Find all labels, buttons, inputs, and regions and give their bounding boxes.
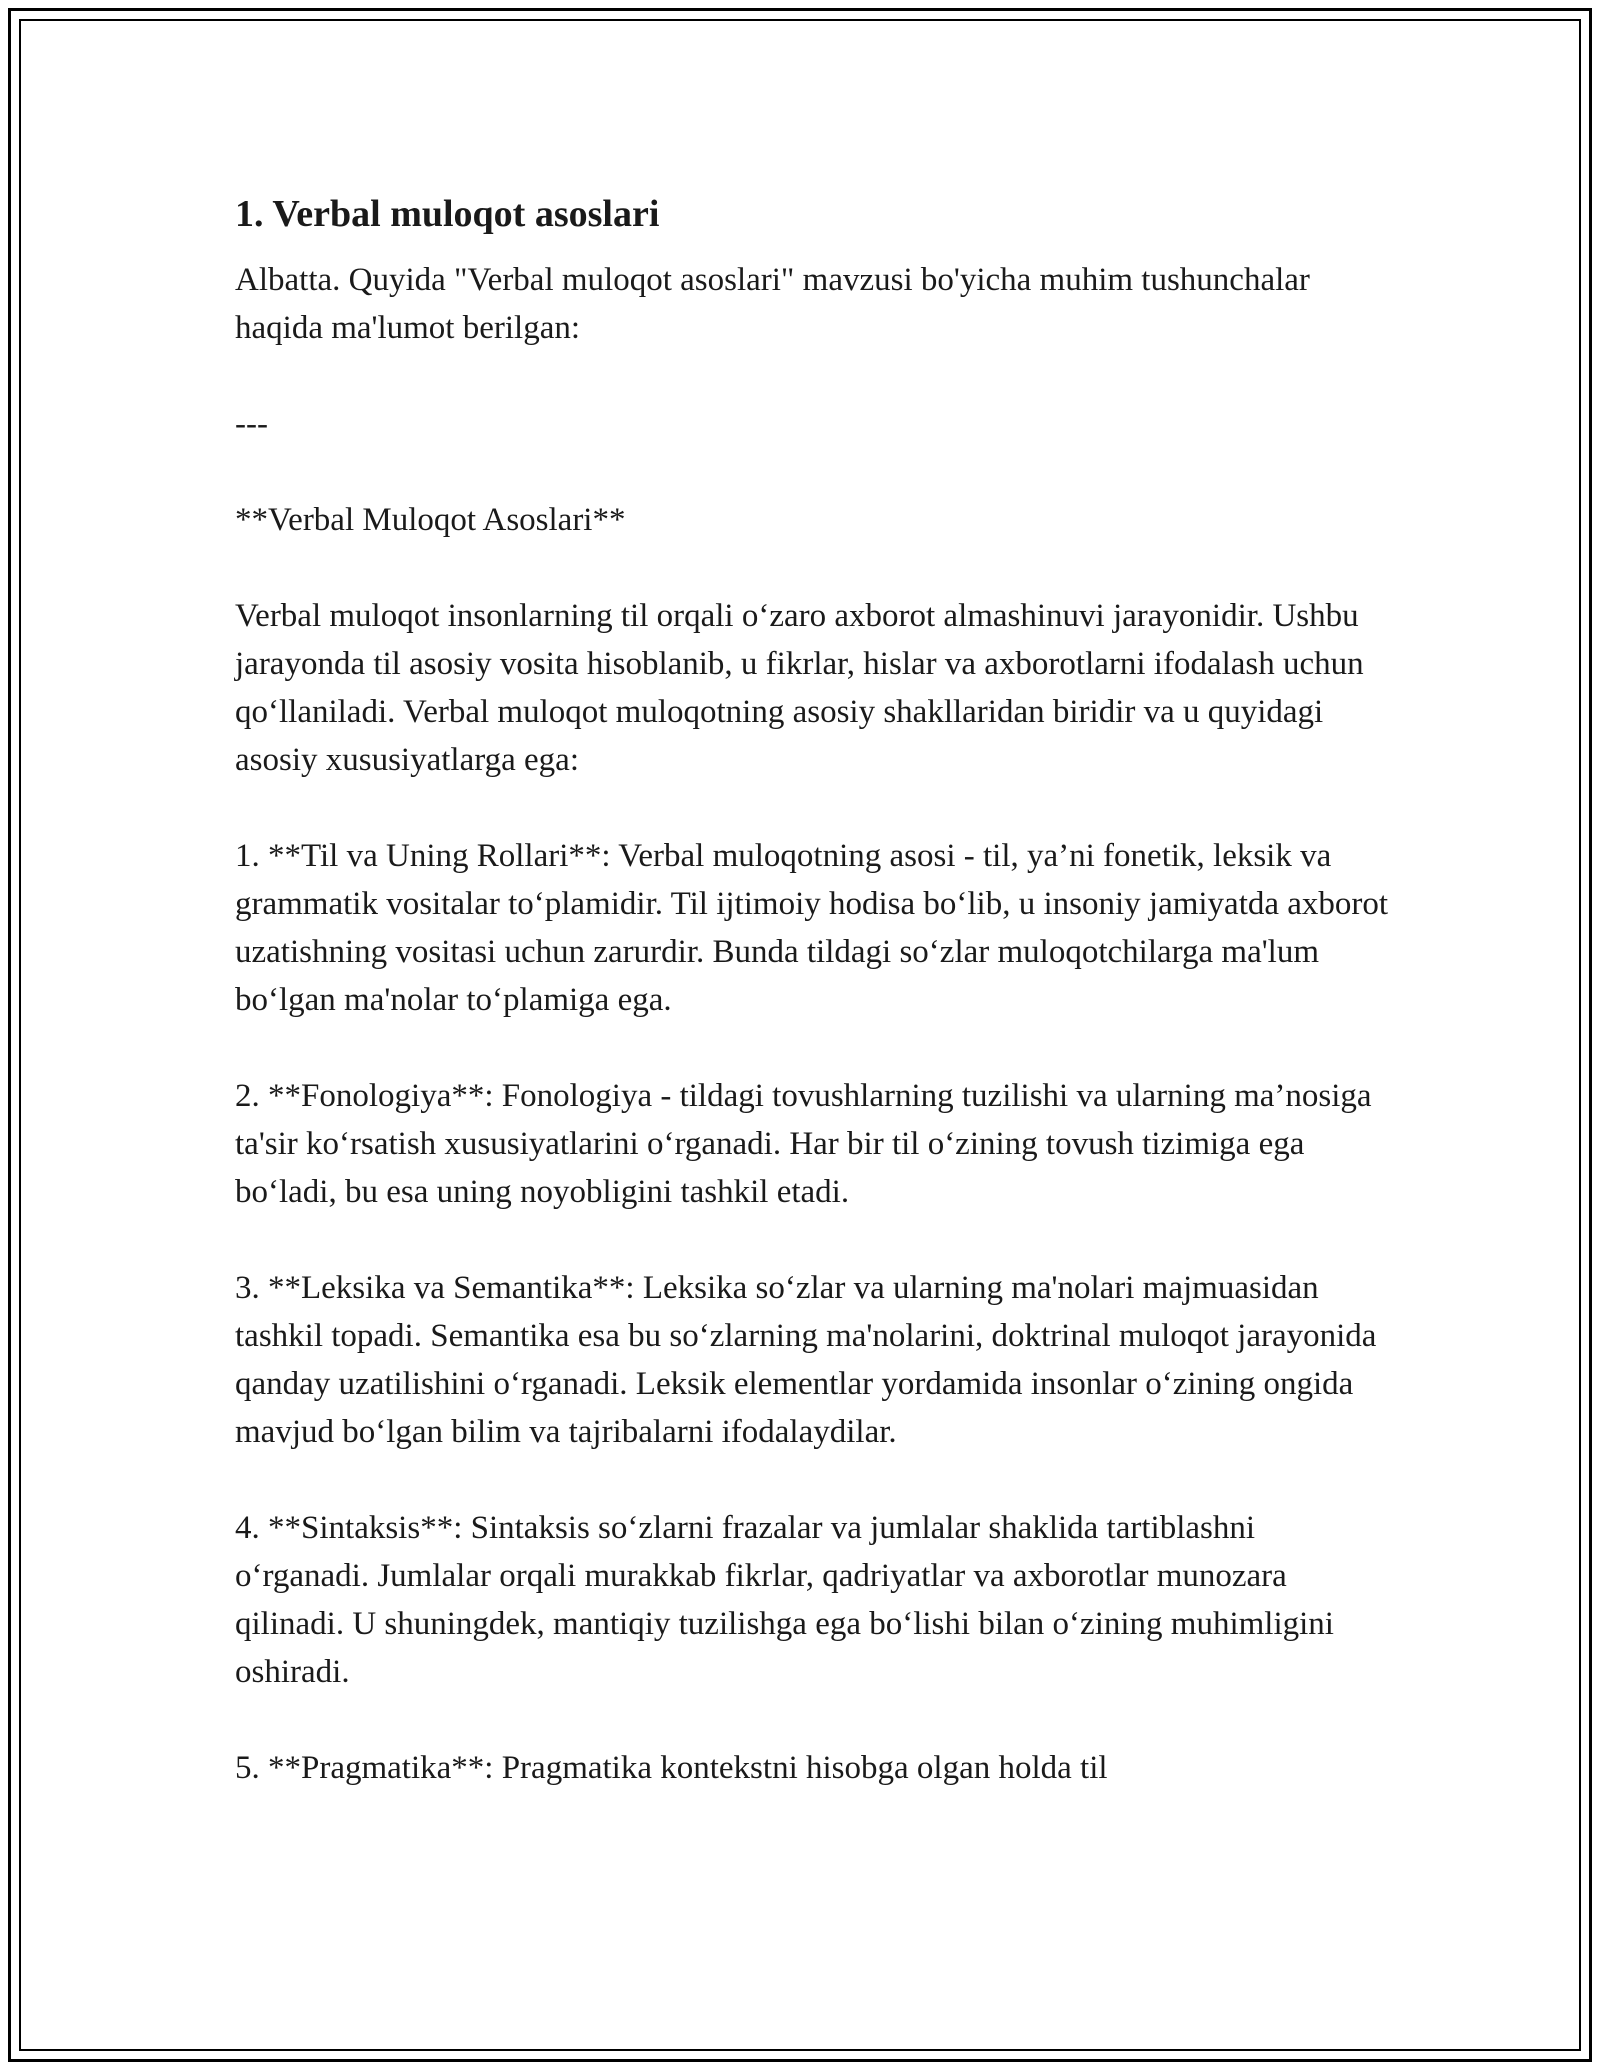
section-title-text: **Verbal Muloqot Asoslari** xyxy=(235,502,626,538)
separator-text: --- xyxy=(235,406,268,442)
list-item-til: 1. **Til va Uning Rollari**: Verbal muloqotning asosi - til, ya’ni fonetik, leksik va grammatik vositalar toʻplamidir. Til ijtimoiy hodisa boʻlib, u insoniy jamiyatda axborot uzatishning vositasi uchun zarurdir. Bunda tildagi soʻzlar muloqotchilarga ma'lum boʻlgan ma'nolar toʻplamiga ega. xyxy=(235,838,1389,1018)
intro-paragraph: Albatta. Quyida "Verbal muloqot asoslari" mavzusi bo'yicha muhim tushunchalar haqida ma'lumot berilgan: xyxy=(235,262,1310,346)
document-heading: 1. Verbal muloqot asoslari xyxy=(235,193,660,235)
document-body xyxy=(235,190,1390,1840)
list-item-pragmatika: 5. **Pragmatika**: Pragmatika kontekstni hisobga olgan holda til xyxy=(235,1750,1108,1786)
list-item-sintaksis: 4. **Sintaksis**: Sintaksis soʻzlarni frazalar va jumlalar shaklida tartiblashni oʻrganadi. Jumlalar orqali murakkab fikrlar, qadriyatlar va axborotlar munozara qilinadi. U shuningdek, mantiqiy tuzilishga ega boʻlishi bilan oʻzining muhimligini oshiradi. xyxy=(235,1510,1334,1690)
list-item-leksika: 3. **Leksika va Semantika**: Leksika soʻzlar va ularning ma'nolari majmuasidan tashkil topadi. Semantika esa bu soʻzlarning ma'nolarini, doktrinal muloqot jarayonida qanday uzatilishini oʻrganadi. Leksik elementlar yordamida insonlar oʻzining ongida mavjud boʻlgan bilim va tajribalarni ifodalaydilar. xyxy=(235,1270,1377,1450)
definition-paragraph: Verbal muloqot insonlarning til orqali oʻzaro axborot almashinuvi jarayonidir. Ushbu jarayonda til asosiy vosita hisoblanib, u fikrlar, hislar va axborotlarni ifodalash uchun qoʻllaniladi. Verbal muloqot muloqotning asosiy shakllaridan biridir va u quyidagi asosiy xususiyatlarga ega: xyxy=(235,598,1364,778)
list-item-fonologiya: 2. **Fonologiya**: Fonologiya - tildagi tovushlarning tuzilishi va ularning ma’nosiga ta'sir koʻrsatish xususiyatlarini oʻrganadi. Har bir til oʻzining tovush tizimiga ega boʻladi, bu esa uning noyobligini tashkil etadi. xyxy=(235,1078,1372,1210)
